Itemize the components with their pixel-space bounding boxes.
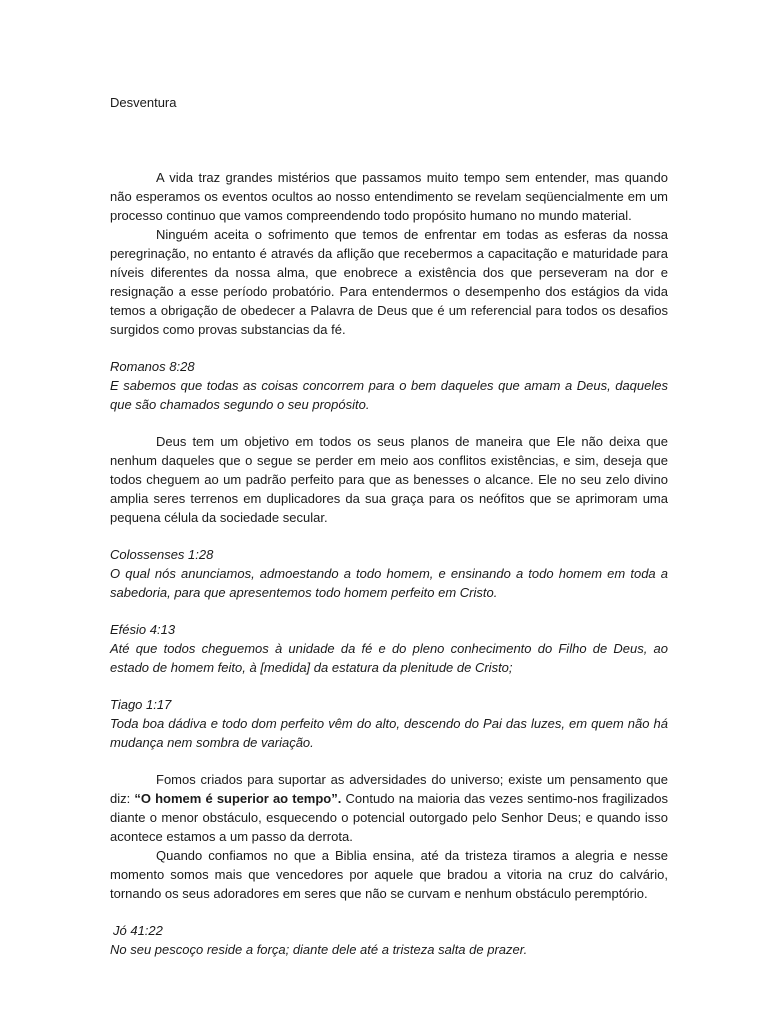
paragraph-text: Contudo na maioria das vezes sentimo-nos fragilizados diante o menor obstáculo, esquecendo o potencial outorgado pelo Senhor Deus; e quando isso acontece estamos a um passo da derrota. (110, 791, 668, 844)
verse-text: No seu pescoço reside a força; diante dele até a tristeza salta de prazer. (110, 942, 528, 957)
bold-quote: “O homem é superior ao tempo”. (134, 791, 342, 806)
verse-reference: Colossenses 1:28 (110, 547, 214, 562)
paragraph-text: Fomos criados para suportar as adversidades do universo; existe um pensamento que diz: (110, 772, 668, 806)
verse-text: Toda boa dádiva e todo dom perfeito vêm do alto, descendo do Pai das luzes, em quem não há mudança nem sombra de variação. (110, 716, 668, 750)
scripture-quote (110, 620, 668, 677)
scripture-quote (110, 921, 668, 959)
verse-reference: Efésio 4:13 (110, 622, 176, 637)
paragraph (110, 770, 668, 846)
document-title: Desventura (110, 95, 177, 110)
verse-text: Até que todos cheguemos à unidade da fé e do pleno conhecimento do Filho de Deus, ao estado de homem feito, à [medida] da estatura da plenitude de Cristo; (110, 641, 668, 675)
paragraph: Deus tem um objetivo em todos os seus planos de maneira que Ele não deixa que nenhum daqueles que o segue se perder em meio aos conflitos existências, e sim, deseja que todos cheguem ao um padrão perfeito para que as benesses o alcance. Ele no seu zelo divino amplia seres terrenos em duplicadores da sua graça para os neófitos que se aprimoram uma pequena célula da sociedade secular. (110, 434, 668, 525)
verse-reference: Tiago 1:17 (110, 697, 172, 712)
verse-text: E sabemos que todas as coisas concorrem para o bem daqueles que amam a Deus, daqueles que são chamados segundo o seu propósito. (110, 378, 668, 412)
verse-reference: Jó 41:22 (113, 923, 163, 938)
scripture-quote (110, 695, 668, 752)
scripture-quote (110, 357, 668, 414)
verse-reference: Romanos 8:28 (110, 359, 195, 374)
paragraph: A vida traz grandes mistérios que passamos muito tempo sem entender, mas quando não esperamos os eventos ocultos ao nosso entendimento se revelam seqüencialmente em um processo continuo que vamos compreendendo todo propósito humano no mundo material. (110, 170, 668, 223)
paragraph: Quando confiamos no que a Biblia ensina, até da tristeza tiramos a alegria e nesse momento somos mais que vencedores por aquele que bradou a vitoria na cruz do calvário, tornando os seus adoradores em seres que não se curvam e nenhum obstáculo peremptório. (110, 848, 668, 901)
paragraph: Ninguém aceita o sofrimento que temos de enfrentar em todas as esferas da nossa peregrinação, no entanto é através da aflição que recebermos a capacitação e maturidade para níveis diferentes da nossa alma, que enobrece a existência dos que perseveram na dor e resignação a esse período probatório. Para entendermos o desempenho dos estágios da vida temos a obrigação de obedecer a Palavra de Deus que é um referencial para todos os desafios surgidos como provas substancias da fé. (110, 227, 668, 337)
verse-text: O qual nós anunciamos, admoestando a todo homem, e ensinando a todo homem em toda a sabedoria, para que apresentemos todo homem perfeito em Cristo. (110, 566, 668, 600)
scripture-quote (110, 545, 668, 602)
